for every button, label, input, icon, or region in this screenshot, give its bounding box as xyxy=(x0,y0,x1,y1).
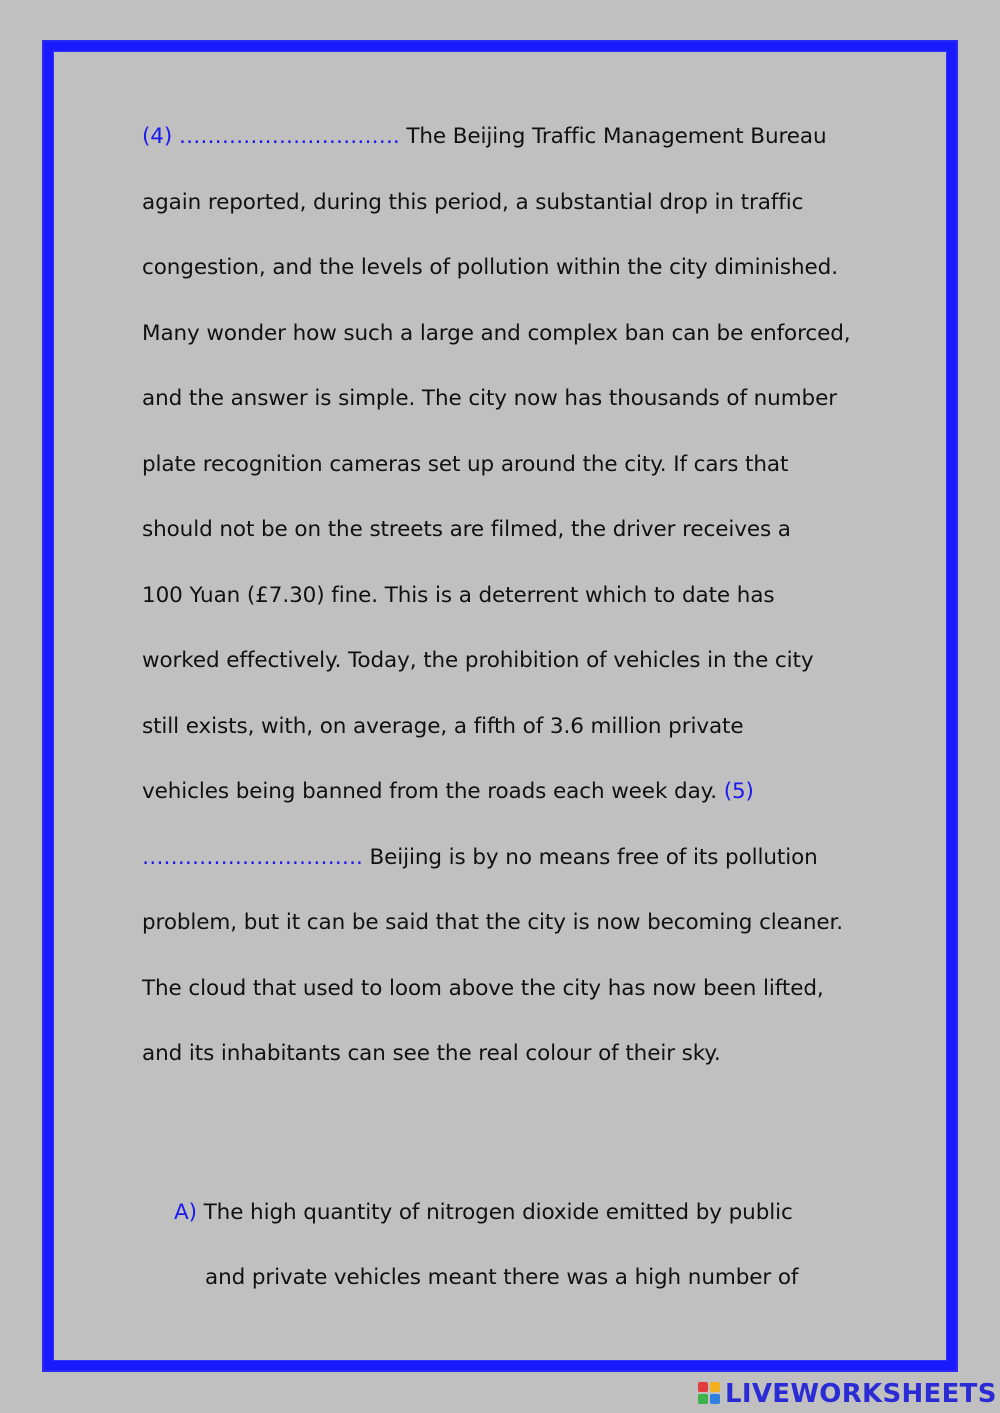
blank-4-field[interactable]: (4) …………………………. xyxy=(142,124,400,149)
passage-line: should not be on the streets are filmed, the driver receives a xyxy=(142,517,791,542)
passage-text: The Beijing Traffic Management Bureau xyxy=(399,124,827,149)
passage-text: Beijing is by no means free of its pollution xyxy=(362,844,818,870)
passage-line: plate recognition cameras set up around the city. If cars that xyxy=(142,451,789,477)
reading-passage xyxy=(142,108,882,1315)
liveworksheets-logo xyxy=(698,1378,997,1410)
spacer xyxy=(142,1091,882,1184)
passage-line: 100 Yuan (£7.30) fine. This is a deterrent which to date has xyxy=(142,582,775,608)
passage-line: again reported, during this period, a substantial drop in traffic xyxy=(142,189,804,215)
passage-line: worked effectively. Today, the prohibition of vehicles in the city xyxy=(142,648,814,673)
option-a-label: A) xyxy=(174,1199,197,1225)
option-a[interactable] xyxy=(142,1184,882,1250)
passage-line: congestion, and the levels of pollution within the city diminished. xyxy=(142,255,838,280)
passage-line: and the answer is simple. The city now has thousands of number xyxy=(142,386,837,411)
passage-line: and its inhabitants can see the real colour of their sky. xyxy=(142,1041,721,1066)
passage-line: still exists, with, on average, a fifth of 3.6 million private xyxy=(142,713,744,739)
liveworksheets-logo-icon xyxy=(698,1382,722,1406)
passage-line xyxy=(142,829,882,895)
blank-5-label[interactable]: (5) xyxy=(723,779,754,804)
passage-line xyxy=(142,763,882,829)
option-a-text: The high quantity of nitrogen dioxide emitted by public xyxy=(196,1199,793,1225)
passage-line xyxy=(142,108,882,174)
blank-5-field[interactable]: …………………………. xyxy=(142,844,363,870)
passage-text: vehicles being banned from the roads each week day. xyxy=(142,779,724,804)
option-a-continued[interactable]: and private vehicles meant there was a high number of xyxy=(205,1265,799,1290)
passage-line: The cloud that used to loom above the city has now been lifted, xyxy=(142,975,824,1001)
passage-line: problem, but it can be said that the city is now becoming cleaner. xyxy=(142,910,844,935)
passage-line: Many wonder how such a large and complex ban can be enforced, xyxy=(142,320,851,346)
logo-text: LIVEWORKSHEETS xyxy=(725,1379,997,1409)
